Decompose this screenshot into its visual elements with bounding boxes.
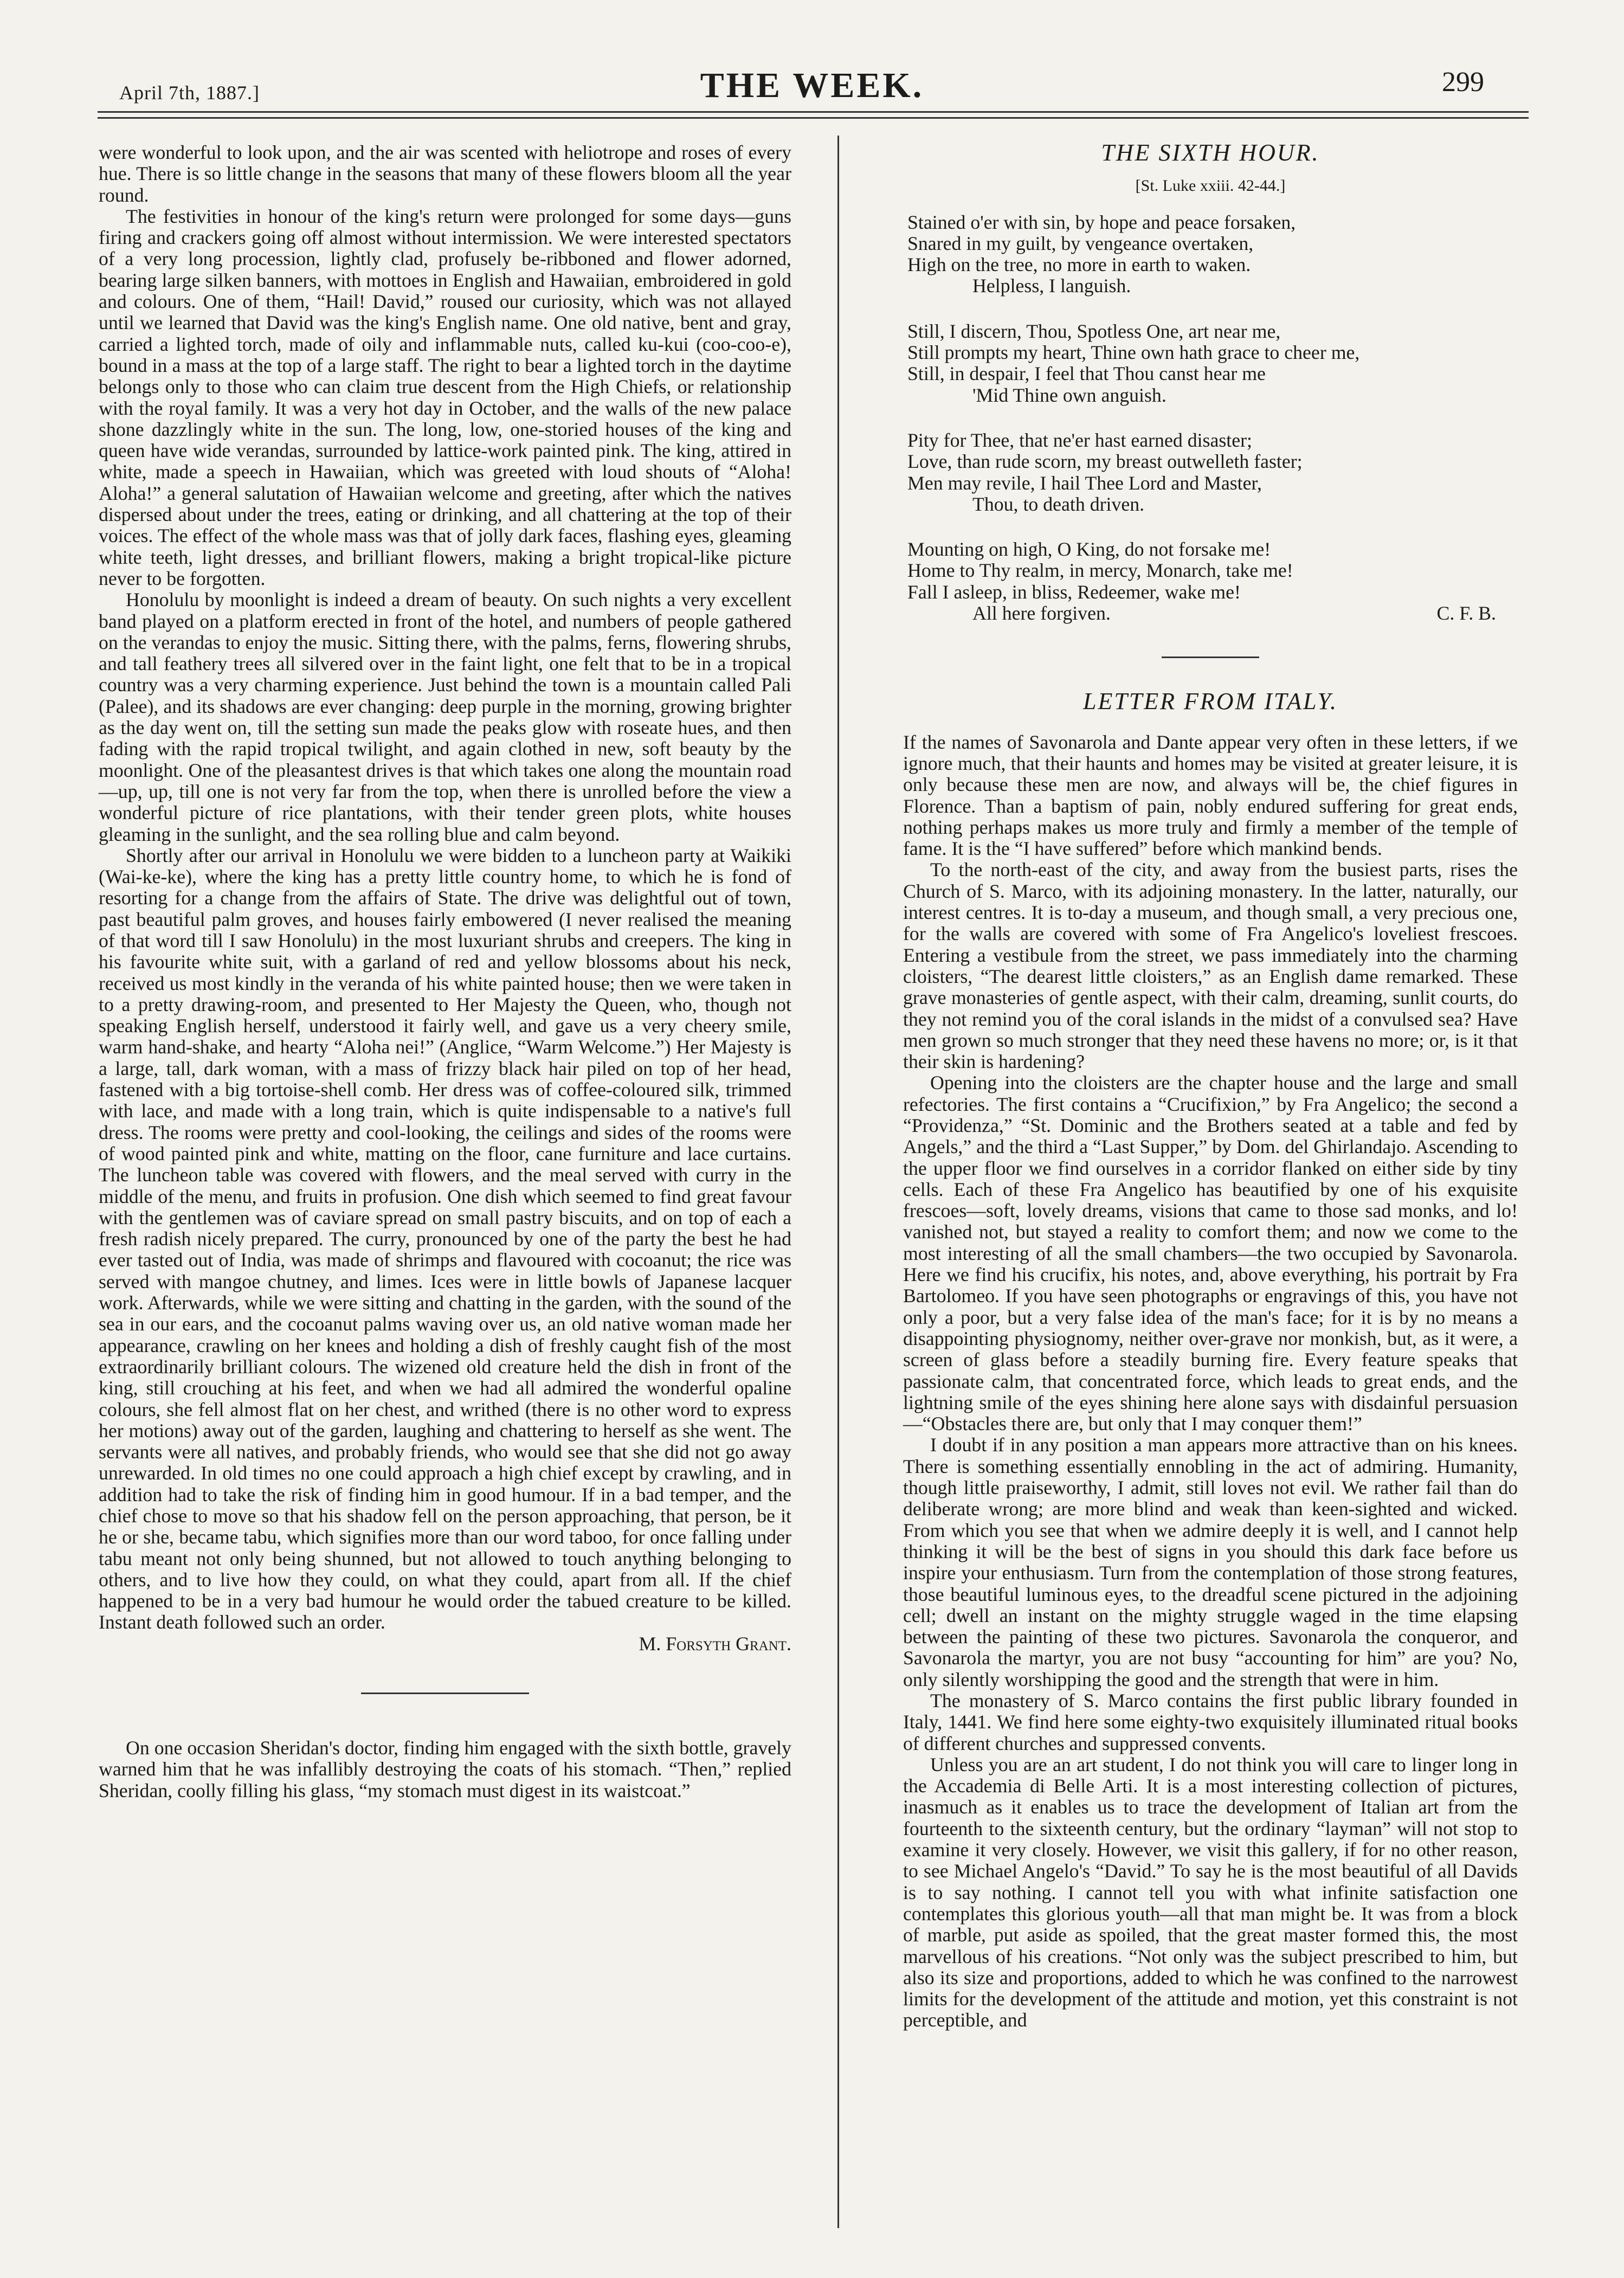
letter-paragraph: If the names of Savonarola and Dante appear very often in these letters, if we ignore much, that their haunts and homes may be visited at greater leisure, it is only because these men are now, and always will be, the chief figures in Florence. Than a baptism of pain, nobly endured suffering for great ends, nothing perhaps makes us more truly and firmly a member of the temple of fame. It is the “I have suffered” before which mankind bends.: [903, 731, 1518, 860]
poem-reference: [St. Luke xxiii. 42-44.]: [1135, 177, 1286, 195]
poem-line: Still, I discern, Thou, Spotless One, art near me,: [907, 320, 1281, 342]
poem-line: Love, than rude scorn, my breast outwelleth faster;: [907, 451, 1303, 473]
section-separator: [1162, 657, 1259, 658]
poem-title: THE SIXTH HOUR.: [1101, 139, 1320, 166]
poem-signature: C. F. B.: [1436, 602, 1496, 625]
column-divider: [837, 136, 839, 2228]
poem-line: Fall I asleep, in bliss, Redeemer, wake me!: [907, 581, 1241, 603]
letter-paragraph: I doubt if in any position a man appears more attractive than on his knees. There is something essentially ennobling in the act of admiring. Humanity, though little praiseworthy, I admit, still loves not evil. We rather fail than do deliberate wrong; are more blind and weak than keen-sighted and wicked. From which you see that when we admire deeply it is well, and I cannot help thinking it will be the best of signs in you should this dark face before us inspire your enthusiasm. Turn from the contemplation of those strong features, those beautiful luminous eyes, to the dreadful scene pictured in the adjoining cell; dwell an instant on the mighty struggle waged in the time elapsing between the painting of these two pictures. Savonarola the conqueror, and Savonarola the martyr, you are not busy “accounting for him” are you? No, only silently worshipping the good and the strength that were in him.: [903, 1434, 1518, 1690]
poem-line: Snared in my guilt, by vengeance overtaken,: [907, 232, 1254, 254]
poem-line: High on the tree, no more in earth to waken.: [907, 254, 1251, 276]
poem-line: Helpless, I languish.: [972, 275, 1131, 297]
letter-paragraph: The monastery of S. Marco contains the first public library founded in Italy, 1441. We find here some eighty-two exquisitely illuminated ritual books of different churches and suppressed convents.: [903, 1690, 1518, 1754]
poem-line: 'Mid Thine own anguish.: [972, 384, 1167, 406]
poem-line: Still prompts my heart, Thine own hath grace to cheer me,: [907, 342, 1360, 364]
letter-title: LETTER FROM ITALY.: [1083, 688, 1338, 715]
poem-line: Pity for Thee, that ne'er hast earned disaster;: [907, 429, 1252, 451]
header-rule-top: [98, 111, 1529, 113]
poem-line: All here forgiven.: [972, 602, 1111, 625]
poem-stanza: [907, 539, 1518, 624]
right-column: [903, 139, 1518, 2031]
poem-line: Mounting on high, O King, do not forsake me!: [907, 538, 1271, 561]
header-rule-bottom: [98, 117, 1529, 119]
poem-stanza: [907, 430, 1518, 515]
poem-final-line: [907, 603, 1518, 624]
section-separator: [361, 1693, 529, 1694]
letter-paragraph: Unless you are an art student, I do not think you will care to linger long in the Accademia di Belle Arti. It is a most interesting collection of pictures, inasmuch as it enables us to trace the development of Italian art from the fourteenth to the sixteenth century, but the ordinary “layman” will not stop to examine it very closely. However, we visit this gallery, if for no other reason, to see Michael Angelo's “David.” To say he is the most beautiful of all Davids is to say nothing. I cannot tell you with what infinite satisfaction one contemplates this glorious youth—all that man might be. It was from a block of marble, put aside as spoiled, that the great master formed this, the most marvellous of his creations. “Not only was the subject prescribed to him, but also its size and proportions, added to which he was confined to the narrowest limits for the development of the attitude and motion, yet this constraint is not perceptible, and: [903, 1753, 1518, 2031]
sheridan-anecdote: On one occasion Sheridan's doctor, finding him engaged with the sixth bottle, gravely warned him that he was infallibly destroying the coats of his stomach. “Then,” replied Sheridan, coolly filling his glass, “my stomach must digest in its waistcoat.”: [99, 1737, 791, 1801]
poem-line: Home to Thy realm, in mercy, Monarch, take me!: [907, 559, 1293, 582]
letter-paragraph: To the north-east of the city, and away from the busiest parts, rises the Church of S. Marco, with its adjoining monastery. In the latter, naturally, our interest centres. It is to-day a museum, and though small, a very precious one, for the walls are covered with some of Fra Angelico's loveliest frescoes. Entering a vestibule from the street, we pass immediately into the charming cloisters, “The dearest little cloisters,” as an English dame remarked. These grave monasteries of gentle aspect, with their calm, dreaming, sunlit courts, do they not remind you of the coral islands in the midst of a convulsed sea? Have men grown so much stronger that they need these havens no more; or, is it that their skin is hardening?: [903, 859, 1518, 1073]
author-signature: M. Forsyth Grant.: [639, 1632, 791, 1655]
page-number: 299: [1442, 67, 1484, 98]
masthead-title: THE WEEK.: [700, 66, 924, 105]
article-paragraph: Shortly after our arrival in Honolulu we were bidden to a luncheon party at Waikiki (Wai-ke-ke), where the king has a pretty little country home, to which he is fond of resorting for a change from the affairs of State. The drive was delightful out of town, past beautiful palm groves, and houses fairly embowered (I never realised the meaning of that word till I saw Honolulu) in the most luxuriant shrubs and creepers. The king in his favourite white suit, with a garland of red and yellow blossoms about his neck, received us most kindly in the veranda of his white painted house; then we were taken in to a pretty drawing-room, and presented to Her Majesty the Queen, who, though not speaking English herself, understood it fairly well, and gave us a very cheery smile, warm hand-shake, and hearty “Aloha nei!” (Anglice, “Warm Welcome.”) Her Majesty is a large, tall, dark woman, with a mass of frizzy black hair piled on top of her head, fastened with a big tortoise-shell comb. Her dress was of coffee-coloured silk, trimmed with lace, and made with a long train, which is quite indispensable to a native's full dress. The rooms were pretty and cool-looking, the ceilings and sides of the rooms were of wood painted pink and white, matting on the floor, cane furniture and lace curtains. The luncheon table was covered with flowers, and the meal served with curry in the middle of the menu, and fruits in profusion. One dish which seemed to find great favour with the gentlemen was of caviare spread on small pastry biscuits, and on top of each a fresh radish nicely prepared. The curry, pronounced by one of the party the best he had ever tasted out of India, was made of shrimps and flavoured with cocoanut; the rice was served with mangoe chutney, and limes. Ices were in little bowls of Japanese lacquer work. Afterwards, while we were sitting and chatting in the garden, with the sound of the sea in our ears, and the cocoanut palms waving over us, an old native woman made her appearance, crawling on her knees and holding a dish of freshly caught fish of the most extraordinarily brilliant colours. The wizened old creature held the dish in front of the king, still crouching at his feet, and when we had all admired the wonderful opaline colours, she fell almost flat on her chest, and writhed (there is no other word to express her motions) away out of the garden, laughing and chattering to herself as she went. The servants were all natives, and probably friends, who would see that she did not go away unrewarded. In old times no one could approach a high chief except by crawling, and in addition had to take the risk of finding him in good humour. If in a bad temper, and the chief chose to move so that his shadow fell on the person approaching, that person, be it he or she, became tabu, which signifies more than our word taboo, for once falling under tabu meant not only being shunned, but not allowed to touch anything belonging to others, and to live how they could, on what they could, apart from all. If the chief happened to be in a very bad humour he would order the tabued creature to be killed. Instant death followed such an order.: [99, 844, 791, 1633]
poem-line: Thou, to death driven.: [972, 493, 1145, 515]
article-signoff: [99, 1633, 791, 1655]
issue-date: April 7th, 1887.]: [119, 82, 260, 104]
left-column: [99, 142, 791, 1801]
article-paragraph: Honolulu by moonlight is indeed a dream of beauty. On such nights a very excellent band played on a platform erected in front of the hotel, and numbers of people gathered on the verandas to enjoy the music. Sitting there, with the palms, ferns, flowering shrubs, and tall feathery trees all silvered over in the faint light, one felt that to be in a tropical country was a very charming experience. Just behind the town is a mountain called Pali (Palee), and its shadows are ever changing: deep purple in the morning, growing brighter as the day went on, till the setting sun made the peaks glow with roseate hues, and then fading with the rapid tropical twilight, and again clothed in new, soft beauty by the moonlight. One of the pleasantest drives is that which takes one along the mountain road—up, up, till one is not very far from the top, when there is unrolled before the view a wonderful picture of rice plantations, with their tender green plots, white houses gleaming in the sunlight, and the sea rolling blue and calm beyond.: [99, 589, 791, 845]
letter-paragraph: Opening into the cloisters are the chapter house and the large and small refectories. The first contains a “Crucifixion,” by Fra Angelico; the second a “Providenza,” “St. Dominic and the Brothers seated at a table and fed by Angels,” and the third a “Last Supper,” by Dom. del Ghirlandajo. Ascending to the upper floor we find ourselves in a corridor flanked on either side by tiny cells. Each of these Fra Angelico has beautified by one of his exquisite frescoes—soft, lovely dreams, visions that came to those sad monks, and lo! vanished not, but stayed a reality to comfort them; and now we come to the most interesting of all the small chambers—the two occupied by Savonarola. Here we find his crucifix, his notes, and, above everything, his portrait by Fra Bartolomeo. If you have seen photographs or engravings of this, you have not only a poor, but a very false idea of the man's face; for it is by no means a disappointing physiognomy, neither over-grave nor monkish, but, as it were, a screen of glass before a steadily burning fire. Every feature speaks that passionate calm, that concentrated force, which leads to great ends, and the lightning smile of the eyes shining here alone says with disdainful persuasion—“Obstacles there are, but only that I may conquer them!”: [903, 1072, 1518, 1435]
article-paragraph: The festivities in honour of the king's return were prolonged for some days—guns firing and crackers going off almost without intermission. We were interested spectators of a very long procession, lightly clad, profusely be-ribboned and flower adorned, bearing large silken banners, with mottoes in English and Hawaiian, embroidered in gold and colours. One of them, “Hail! David,” roused our curiosity, which was not allayed until we learned that David was the king's English name. One old native, bent and gray, carried a lighted torch, made of oily and inflammable nuts, called ku-kui (coo-coo-e), bound in a mass at the top of a large staff. The right to bear a lighted torch in the daytime belongs only to those who can claim true descent from the High Chiefs, or relationship with the royal family. It was a very hot day in October, and the walls of the new palace shone dazzlingly white in the sun. The long, low, one-storied houses of the king and queen have wide verandas, surrounded by lattice-work painted pink. The king, attired in white, made a speech in Hawaiian, which was greeted with loud shouts of “Aloha! Aloha!” a general salutation of Hawaiian welcome and greeting, after which the natives dispersed about under the trees, eating or drinking, and all chattering at the top of their voices. The effect of the whole mass was that of jolly dark faces, flashing eyes, gleaming white teeth, light dresses, and brilliant flowers, making a bright tropical-like picture never to be forgotten.: [99, 205, 791, 589]
poem-line: Men may revile, I hail Thee Lord and Master,: [907, 472, 1262, 494]
poem-stanza: [907, 212, 1518, 297]
article-paragraph: were wonderful to look upon, and the air was scented with heliotrope and roses of every hue. There is so little change in the seasons that many of these flowers bloom all the year round.: [99, 141, 791, 206]
poem-line: Stained o'er with sin, by hope and peace forsaken,: [907, 211, 1296, 233]
poem-stanza: [907, 321, 1518, 406]
poem-line: Still, in despair, I feel that Thou canst hear me: [907, 363, 1266, 385]
